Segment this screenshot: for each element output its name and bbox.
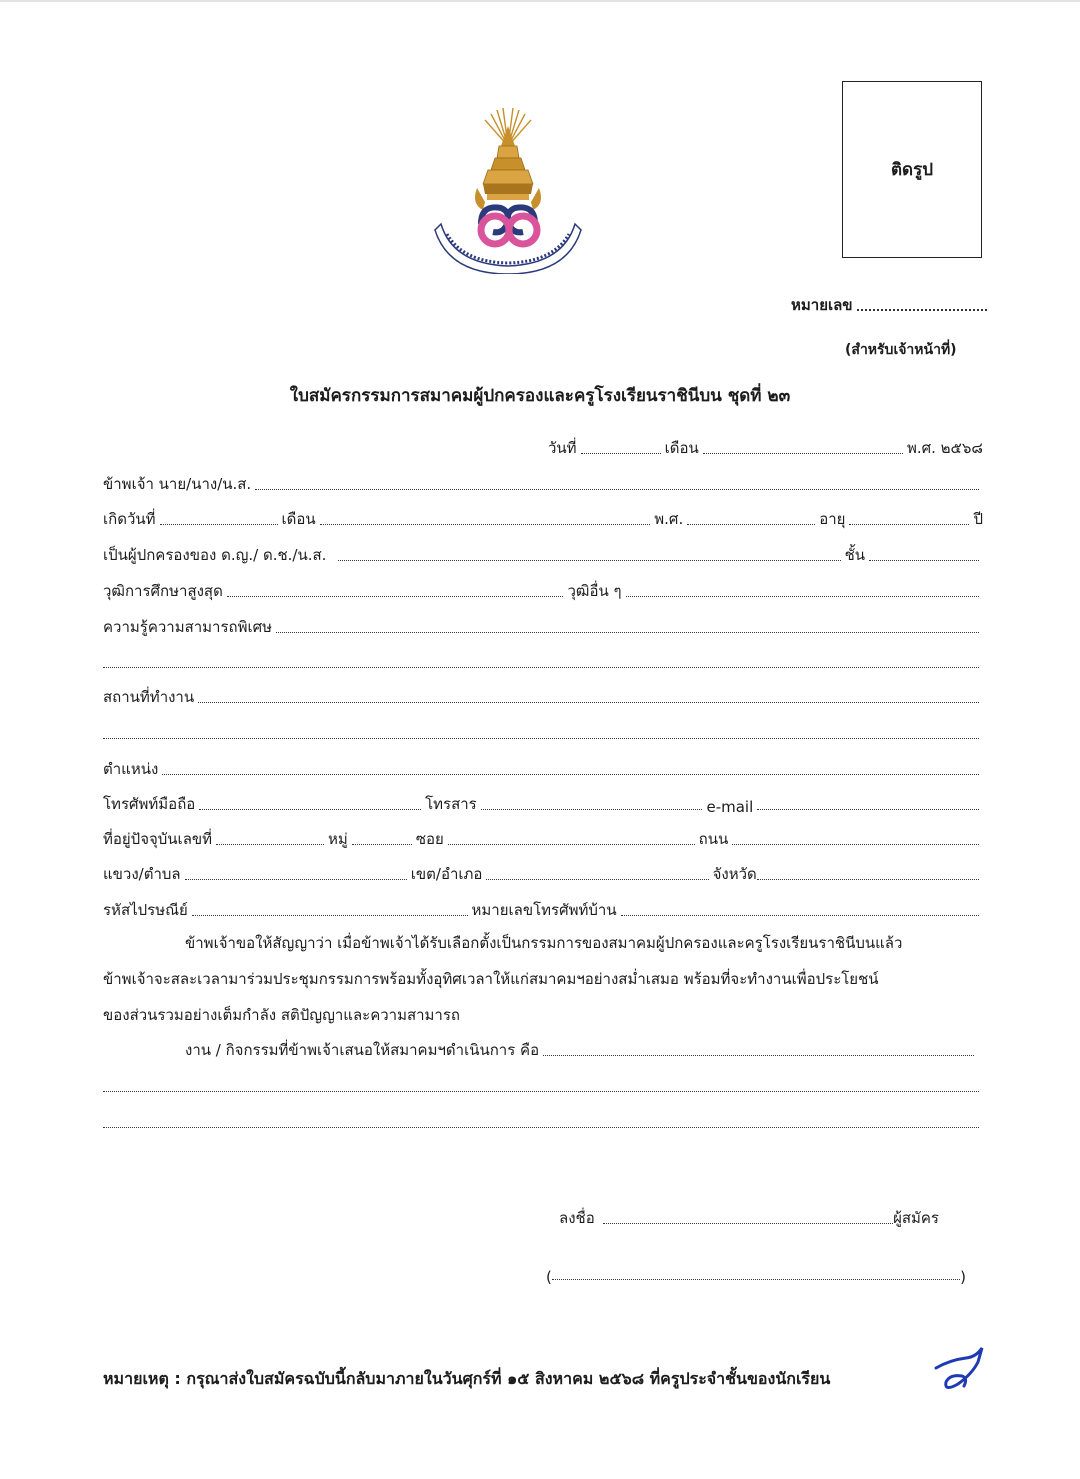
guardian-label: เป็นผู้ปกครองของ ด.ญ./ ด.ช./น.ส. bbox=[103, 546, 327, 564]
activities-label: งาน / กิจกรรมที่ข้าพเจ้าเสนอให้สมาคมฯดำเนินการ คือ bbox=[185, 1041, 540, 1059]
soi-label: ซอย bbox=[415, 830, 444, 848]
village-label: หมู่ bbox=[328, 830, 348, 848]
home-phone-label: หมายเลขโทรศัพท์บ้าน bbox=[471, 901, 617, 919]
birth-day-label: เกิดวันที่ bbox=[103, 510, 156, 528]
pledge-paragraph bbox=[103, 925, 983, 1033]
mobile-label: โทรศัพท์มือถือ bbox=[103, 795, 196, 813]
applicant-role-label: ผู้สมัคร bbox=[893, 1209, 939, 1227]
activities-row bbox=[185, 1036, 978, 1062]
district-row bbox=[103, 860, 983, 886]
address-row bbox=[103, 825, 983, 851]
special-skills-blank-2[interactable] bbox=[103, 667, 979, 668]
position-label: ตำแหน่ง bbox=[103, 760, 159, 778]
birth-month-blank[interactable] bbox=[320, 524, 651, 525]
month-label: เดือน bbox=[664, 439, 699, 457]
activities-blank-3[interactable] bbox=[103, 1127, 979, 1128]
province-label: จังหวัด bbox=[712, 865, 757, 883]
year-label: พ.ศ. ๒๕๖๘ bbox=[906, 439, 983, 457]
address-number-blank[interactable] bbox=[216, 844, 324, 845]
signature-blank[interactable] bbox=[603, 1223, 893, 1224]
activities-row-2 bbox=[103, 1072, 983, 1098]
guardian-row bbox=[103, 541, 983, 567]
road-label: ถนน bbox=[698, 830, 729, 848]
open-paren: ( bbox=[546, 1268, 552, 1286]
contact-row bbox=[103, 790, 983, 816]
education-label: วุฒิการศึกษาสูงสุด bbox=[103, 582, 223, 600]
form-title: ใบสมัครกรรมการสมาคมผู้ปกครองและครูโรงเรียนราชินีบน ชุดที่ ๒๓ bbox=[289, 386, 791, 406]
birth-row bbox=[103, 505, 983, 531]
applicant-name-blank[interactable] bbox=[255, 489, 979, 490]
fax-label: โทรสาร bbox=[425, 795, 477, 813]
signature-row bbox=[559, 1206, 939, 1230]
fax-blank[interactable] bbox=[481, 809, 703, 810]
photo-label: ติดรูป bbox=[890, 160, 933, 180]
student-name-blank[interactable] bbox=[338, 560, 840, 561]
printed-name-row bbox=[546, 1268, 966, 1286]
number-blank[interactable] bbox=[857, 309, 987, 311]
close-paren: ) bbox=[960, 1268, 966, 1286]
special-skills-blank[interactable] bbox=[276, 632, 979, 633]
handwritten-signature-icon bbox=[932, 1344, 988, 1394]
activities-blank-2[interactable] bbox=[103, 1091, 979, 1092]
officer-note: (สำหรับเจ้าหน้าที่) bbox=[845, 342, 957, 358]
village-blank[interactable] bbox=[352, 844, 412, 845]
workplace-blank[interactable] bbox=[198, 702, 979, 703]
district-blank[interactable] bbox=[486, 879, 708, 880]
day-blank[interactable] bbox=[581, 453, 661, 454]
birth-month-label: เดือน bbox=[281, 510, 316, 528]
age-blank[interactable] bbox=[849, 524, 969, 525]
education-row bbox=[103, 577, 983, 603]
applicant-name-row bbox=[103, 470, 983, 496]
postal-code-label: รหัสไปรษณีย์ bbox=[103, 901, 188, 919]
postal-row bbox=[103, 896, 983, 922]
email-blank[interactable] bbox=[757, 809, 979, 810]
activities-row-3 bbox=[103, 1108, 983, 1134]
special-skills-label: ความรู้ความสามารถพิเศษ bbox=[103, 618, 273, 636]
day-label: วันที่ bbox=[548, 439, 577, 457]
soi-blank[interactable] bbox=[448, 844, 695, 845]
pledge-line-1: ข้าพเจ้าขอให้สัญญาว่า เมื่อข้าพเจ้าได้รับเลือกตั้งเป็นกรรมการของสมาคมผู้ปกครองและครูโรงเรียนราชินีบนแล้ว bbox=[185, 934, 903, 952]
road-blank[interactable] bbox=[732, 844, 979, 845]
email-label: e-mail bbox=[706, 798, 754, 816]
pledge-line-2: ข้าพเจ้าจะสละเวลามาร่วมประชุมกรรมการพร้อมทั้งอุทิศเวลาให้แก่สมาคมฯอย่างสม่ำเสมอ พร้อมที่จะทำงานเพื่อประโยชน์ bbox=[103, 970, 879, 988]
workplace-label: สถานที่ทำงาน bbox=[103, 688, 195, 706]
position-blank[interactable] bbox=[162, 774, 979, 775]
mobile-blank[interactable] bbox=[199, 809, 421, 810]
province-blank[interactable] bbox=[757, 879, 979, 880]
footer-note: หมายเหตุ : กรุณาส่งใบสมัครฉบับนี้กลับมาภายในวันศุกร์ที่ ๑๕ สิงหาคม ๒๕๖๘ ที่ครูประจำชั้นของนักเรียน bbox=[103, 1369, 831, 1388]
position-row bbox=[103, 755, 983, 781]
other-degree-blank[interactable] bbox=[626, 596, 979, 597]
activities-blank[interactable] bbox=[543, 1055, 974, 1056]
sign-label: ลงชื่อ bbox=[559, 1209, 595, 1227]
date-line bbox=[548, 434, 983, 460]
home-phone-blank[interactable] bbox=[621, 915, 979, 916]
pledge-line-3: ของส่วนรวมอย่างเต็มกำลัง สติปัญญาและความสามารถ bbox=[103, 1006, 460, 1024]
age-label: อายุ bbox=[819, 510, 846, 528]
district-label: เขต/อำเภอ bbox=[410, 865, 483, 883]
birth-day-blank[interactable] bbox=[160, 524, 278, 525]
month-blank[interactable] bbox=[703, 453, 903, 454]
subdistrict-blank[interactable] bbox=[185, 879, 407, 880]
grade-label: ชั้น bbox=[844, 546, 865, 564]
address-number-label: ที่อยู่ปัจจุบันเลขที่ bbox=[103, 830, 213, 848]
photo-placeholder-box bbox=[842, 81, 982, 258]
grade-blank[interactable] bbox=[869, 560, 979, 561]
workplace-row bbox=[103, 683, 983, 709]
workplace-row-continued bbox=[103, 719, 983, 745]
skills-row bbox=[103, 613, 983, 639]
subdistrict-label: แขวง/ตำบล bbox=[103, 865, 181, 883]
skills-row-continued bbox=[103, 648, 983, 674]
number-label: หมายเลข bbox=[791, 296, 853, 314]
workplace-blank-2[interactable] bbox=[103, 738, 979, 739]
birth-year-blank[interactable] bbox=[687, 524, 815, 525]
education-blank[interactable] bbox=[227, 596, 564, 597]
printed-name-blank[interactable] bbox=[552, 1279, 960, 1280]
top-border bbox=[0, 0, 1080, 2]
year-unit-label: ปี bbox=[973, 510, 983, 528]
registration-number bbox=[791, 293, 991, 317]
applicant-label: ข้าพเจ้า นาย/นาง/น.ส. bbox=[103, 475, 252, 493]
other-degree-label: วุฒิอื่น ๆ bbox=[567, 582, 622, 600]
postal-code-blank[interactable] bbox=[192, 915, 468, 916]
association-emblem-icon bbox=[433, 106, 583, 274]
birth-year-label: พ.ศ. bbox=[654, 510, 684, 528]
